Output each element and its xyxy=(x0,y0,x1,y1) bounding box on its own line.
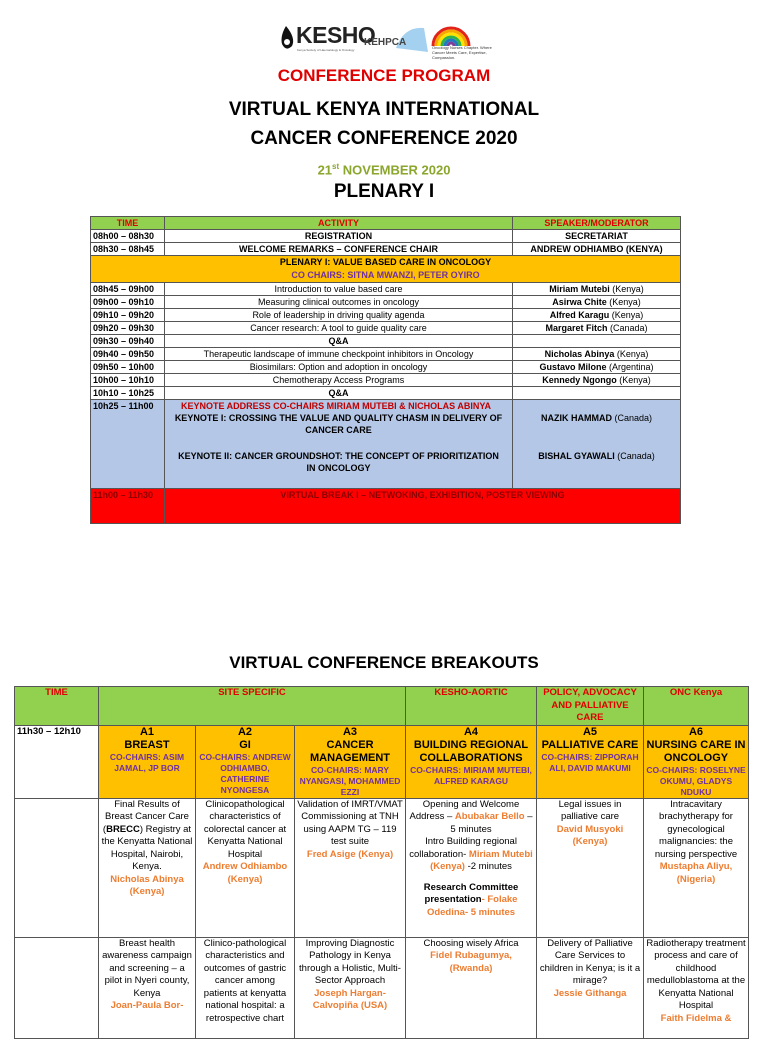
conference-program-heading: CONFERENCE PROGRAM xyxy=(277,66,491,85)
table-row: 08h00 – 08h30 REGISTRATION SECRETARIAT xyxy=(91,230,681,243)
table-row: 10h10 – 10h25 Q&A xyxy=(91,387,681,400)
title-line-1: VIRTUAL KENYA INTERNATIONAL xyxy=(228,99,540,120)
break-row: 11h00 – 11h30 VIRTUAL BREAK I – NETWOKING, EXHIBITION, POSTER VIEWING xyxy=(91,489,681,524)
session-a5: A5 PALLIATIVE CARE CO-CHAIRS: ZIPPORAH ALI, DAVID MAKUMI xyxy=(537,725,644,798)
talk-a6-2: Radiotherapy treatment process and care of childhood medulloblastoma at the Kenyatta National Hospital Faith Fidelma & xyxy=(644,937,749,1038)
table-row: 09h50 – 10h00 Biosimilars: Option and adoption in oncology Gustavo Milone (Argentina) xyxy=(91,361,681,374)
talk-a1-1: Final Results of Breast Cancer Care (BRECC) Registry at the Kenyatta National Hospital, Nairobi, Kenya. Nicholas Abinya (Kenya) xyxy=(99,798,196,937)
table-row: 09h00 – 09h10 Measuring clinical outcomes in oncology Asirwa Chite (Kenya) xyxy=(91,296,681,309)
table-row: 08h45 – 09h00 Introduction to value based care Miriam Mutebi (Kenya) xyxy=(91,283,681,296)
table-row: 08h30 – 08h45 WELCOME REMARKS – CONFERENCE CHAIR ANDREW ODHIAMBO (KENYA) xyxy=(91,243,681,256)
talks-row-1 xyxy=(15,798,749,937)
talk-a5-2: Delivery of Palliative Care Services to children in Kenya; is it a mirage? Jessie Githanga xyxy=(537,937,644,1038)
keynote-chairs: KEYNOTE ADDRESS CO-CHAIRS MIRIAM MUTEBI & NICHOLAS ABINYA xyxy=(181,401,492,411)
table-row: 09h40 – 09h50 Therapeutic landscape of immune checkpoint inhibitors in Oncology Nicholas Abinya (Kenya) xyxy=(91,348,681,361)
table-row: 09h10 – 09h20 Role of leadership in driving quality agenda Alfred Karagu (Kenya) xyxy=(91,309,681,322)
keynote-2-speaker: BISHAL GYAWALI (Canada) xyxy=(538,451,655,461)
sponsor-logos xyxy=(278,18,504,58)
title-line-2: CANCER CONFERENCE 2020 xyxy=(250,128,518,149)
talk-a5-1: Legal issues in palliative care David Musyoki (Kenya) xyxy=(537,798,644,937)
talk-a3-2: Improving Diagnostic Pathology in Kenya through a Holistic, Multi-Sector Approach Joseph Hargan-Calvopiña (USA) xyxy=(295,937,406,1038)
session-a6: A6 NURSING CARE IN ONCOLOGY CO-CHAIRS: ROSELYNE OKUMU, GLADYS NDUKU xyxy=(644,725,749,798)
keynote-2-title: KEYNOTE II: CANCER GROUNDSHOT: THE CONCEPT OF PRIORITIZATION IN ONCOLOGY xyxy=(178,451,499,473)
talk-a3-1: Validation of IMRT/VMAT Commissioning at TNH using AAPM TG – 119 test suite Fred Asige (Kenya) xyxy=(295,798,406,937)
talk-a2-2: Clinico-pathological characteristics and outcomes of gastric cancer among patients at kenyatta national hospital: a retrospective chart xyxy=(196,937,295,1038)
kesho-drop-icon xyxy=(282,26,294,49)
kesho-logo-text: KESHO xyxy=(296,22,376,48)
header-time: TIME xyxy=(91,217,165,230)
session-a4: A4 BUILDING REGIONAL COLLABORATIONS CO-CHAIRS: MIRIAM MUTEBI, ALFRED KARAGU xyxy=(406,725,537,798)
section-chairs: CO CHAIRS: SITNA MWANZI, PETER OYIRO xyxy=(291,270,480,280)
section-title: PLENARY I: VALUE BASED CARE IN ONCOLOGY xyxy=(279,257,492,267)
session-a3: A3 CANCER MANAGEMENT CO-CHAIRS: MARY NYANGASI, MOHAMMED EZZI xyxy=(295,725,406,798)
header-speaker: SPEAKER/MODERATOR xyxy=(513,217,681,230)
talk-a4-2: Choosing wisely Africa Fidel Rubagumya, (Rwanda) xyxy=(406,937,537,1038)
kesho-logo-subtitle: Kenya Society of Haematology & Oncology xyxy=(297,48,355,52)
talk-a4-1: Opening and Welcome Address – Abubakar Bello – 5 minutes Intro Building regional collaboration- Miriam Mutebi (Kenya) -2 minutes Research Committee presentation- Folake Odedina- 5 minutes xyxy=(406,798,537,937)
table-row: 09h20 – 09h30 Cancer research: A tool to guide quality care Margaret Fitch (Canada) xyxy=(91,322,681,335)
kehpca-logo-text: KEHPCA xyxy=(364,37,407,48)
keynote-row: 10h25 – 11h00 KEYNOTE ADDRESS CO-CHAIRS MIRIAM MUTEBI & NICHOLAS ABINYA KEYNOTE I: CROSSING THE VALUE AND QUALITY CHASM IN DELIVERY OF CANCER CARE KEYNOTE II: CANCER GROUNDSHOT: THE CONCEPT OF PRIORITIZATION IN ONCOLOGY NAZIK HAMMAD (Canada) BISHAL GYAWALI (Canada) xyxy=(91,400,681,489)
header-activity: ACTIVITY xyxy=(165,217,513,230)
session-a2: A2 GI CO-CHAIRS: ANDREW ODHIAMBO, CATHERINE NYONGESA xyxy=(196,725,295,798)
table-row: 09h30 – 09h40 Q&A xyxy=(91,335,681,348)
conference-date: 21st NOVEMBER 2020 xyxy=(317,162,451,178)
talk-a6-1: Intracavitary brachytherapy for gynecological malignancies: the nursing perspective Mustapha Aliyu, (Nigeria) xyxy=(644,798,749,937)
breakouts-heading: VIRTUAL CONFERENCE BREAKOUTS xyxy=(229,653,539,672)
plenary-section-row xyxy=(91,256,681,283)
plenary-heading: PLENARY I xyxy=(333,181,435,202)
session-titles-row: 11h30 – 12h10 A1 BREAST CO-CHAIRS: ASIM JAMAL, JP BOR A2 GI CO-CHAIRS: ANDREW ODHIAMBO, CATHERINE NYONGESA A3 CANCER MANAGEMENT CO-CHAIRS: MARY NYANGASI, MOHAMMED EZZI A4 BUILDING REGIONAL COLLABORATIONS CO-CHAIRS: MIRIAM MUTEBI, ALFRED KARAGU A5 PALLIATIVE CARE CO-CHAIRS: ZIPPORAH ALI, DAVID MAKUMI A6 NURSING CARE IN ONCOLOGY CO-CHAIRS: ROSELYNE OKUMU, GLADYS NDUKU xyxy=(15,725,749,798)
onc-logo-text: Oncology Nurses Chapter. Where Cancer Meets Care, Expertise, Compassion. xyxy=(432,45,492,60)
session-a1: A1 BREAST CO-CHAIRS: ASIM JAMAL, JP BOR xyxy=(99,725,196,798)
talk-a1-2: Breast health awareness campaign and screening – a pilot in Nyeri county, Kenya Joan-Paula Bor- xyxy=(99,937,196,1038)
breakouts-table xyxy=(14,686,749,1039)
breakouts-header-row: TIME SITE SPECIFIC KESHO-AORTIC POLICY, ADVOCACY AND PALLIATIVE CARE ONC Kenya xyxy=(15,687,749,726)
talks-row-2 xyxy=(15,937,749,1038)
keynote-1-speaker: NAZIK HAMMAD (Canada) xyxy=(540,413,653,423)
table-row: 10h00 – 10h10 Chemotherapy Access Programs Kennedy Ngongo (Kenya) xyxy=(91,374,681,387)
plenary-schedule-table xyxy=(90,216,681,524)
keynote-1-title: KEYNOTE I: CROSSING THE VALUE AND QUALITY CHASM IN DELIVERY OF CANCER CARE xyxy=(174,413,503,435)
talk-a2-1: Clinicopathological characteristics of colorectal cancer at Kenyatta National Hospital Andrew Odhiambo (Kenya) xyxy=(196,798,295,937)
table-header-row xyxy=(91,217,681,230)
